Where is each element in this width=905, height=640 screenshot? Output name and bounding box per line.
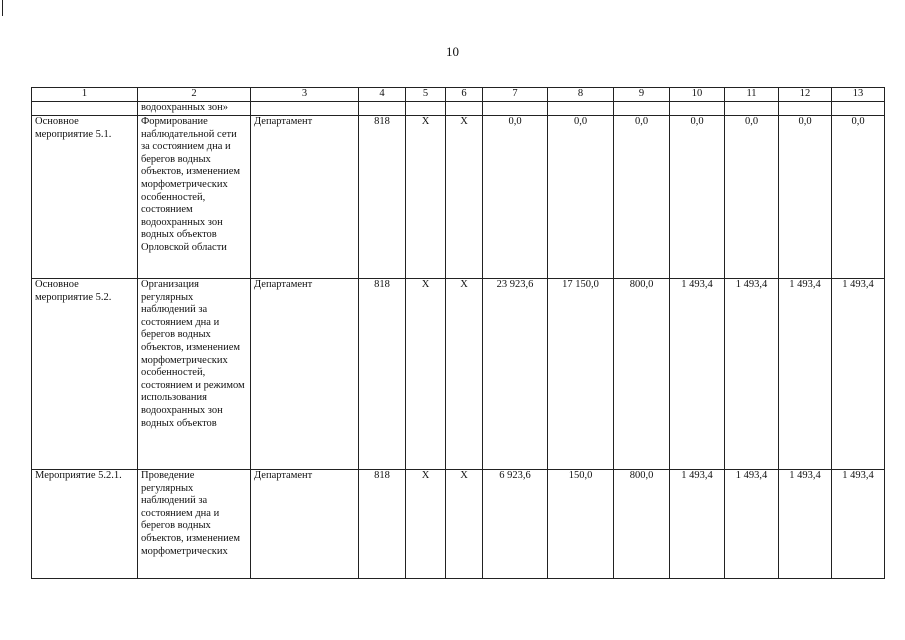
column-header: 2: [138, 88, 251, 102]
value-cell: 0,0: [832, 116, 885, 279]
column-number-row: [32, 88, 885, 102]
column-header: 8: [548, 88, 614, 102]
value-cell: 23 923,6: [483, 279, 548, 470]
column-header: 9: [614, 88, 670, 102]
table-row: [32, 116, 885, 279]
value-cell: 1 493,4: [779, 470, 832, 579]
value-cell: 17 150,0: [548, 279, 614, 470]
value-cell: 1 493,4: [779, 279, 832, 470]
table-cell: [251, 102, 359, 116]
value-cell: 1 493,4: [832, 470, 885, 579]
value-cell: 1 493,4: [832, 279, 885, 470]
subsection-cell: Х: [446, 116, 483, 279]
table-row: [32, 470, 885, 579]
value-cell: 1 493,4: [670, 470, 725, 579]
code-cell: 818: [359, 279, 406, 470]
value-cell: 1 493,4: [725, 470, 779, 579]
column-header: 3: [251, 88, 359, 102]
value-cell: 1 493,4: [670, 279, 725, 470]
executor-cell: Департамент: [251, 279, 359, 470]
code-cell: 818: [359, 470, 406, 579]
executor-cell: Департамент: [251, 470, 359, 579]
column-header: 6: [446, 88, 483, 102]
description-cell: водоохранных зон»: [138, 102, 251, 116]
description-cell: Проведение регулярных наблюдений за состоянием дна и берегов водных объектов, изменением морфометрических: [138, 470, 251, 579]
measure-name-cell: Основное мероприятие 5.2.: [32, 279, 138, 470]
column-header: 7: [483, 88, 548, 102]
value-cell: 150,0: [548, 470, 614, 579]
table-cell: [483, 102, 548, 116]
column-header: 13: [832, 88, 885, 102]
measure-name-cell: Мероприятие 5.2.1.: [32, 470, 138, 579]
code-cell: 818: [359, 116, 406, 279]
measure-name-cell: Основное мероприятие 5.1.: [32, 116, 138, 279]
table-cell: [725, 102, 779, 116]
page-number: 10: [446, 44, 459, 59]
value-cell: 1 493,4: [725, 279, 779, 470]
table-cell: [548, 102, 614, 116]
column-header: 10: [670, 88, 725, 102]
description-cell: Формирование наблюдательной сети за состоянием дна и берегов водных объектов, изменением морфометрических особенностей, состоянием водоохранных зон водных объектов Орловской области: [138, 116, 251, 279]
section-cell: Х: [406, 470, 446, 579]
column-header: 1: [32, 88, 138, 102]
value-cell: 0,0: [614, 116, 670, 279]
table-cell: [670, 102, 725, 116]
budget-table: [31, 87, 885, 579]
value-cell: 0,0: [548, 116, 614, 279]
table-row: [32, 279, 885, 470]
column-header: 4: [359, 88, 406, 102]
executor-cell: Департамент: [251, 116, 359, 279]
table-cell: [614, 102, 670, 116]
table-cell: [32, 102, 138, 116]
value-cell: 0,0: [779, 116, 832, 279]
description-cell: Организация регулярных наблюдений за состоянием дна и берегов водных объектов, изменением морфометрических особенностей, состоянием и режимом использования водоохранных зон водных объектов: [138, 279, 251, 470]
value-cell: 6 923,6: [483, 470, 548, 579]
column-header: 11: [725, 88, 779, 102]
subsection-cell: Х: [446, 279, 483, 470]
column-header: 5: [406, 88, 446, 102]
section-cell: Х: [406, 279, 446, 470]
subsection-cell: Х: [446, 470, 483, 579]
continuation-row: [32, 102, 885, 116]
scan-edge-mark: [2, 0, 3, 16]
value-cell: 0,0: [483, 116, 548, 279]
value-cell: 800,0: [614, 279, 670, 470]
value-cell: 0,0: [725, 116, 779, 279]
table-cell: [832, 102, 885, 116]
table-cell: [446, 102, 483, 116]
table-cell: [779, 102, 832, 116]
value-cell: 0,0: [670, 116, 725, 279]
column-header: 12: [779, 88, 832, 102]
table-cell: [406, 102, 446, 116]
section-cell: Х: [406, 116, 446, 279]
table-cell: [359, 102, 406, 116]
value-cell: 800,0: [614, 470, 670, 579]
